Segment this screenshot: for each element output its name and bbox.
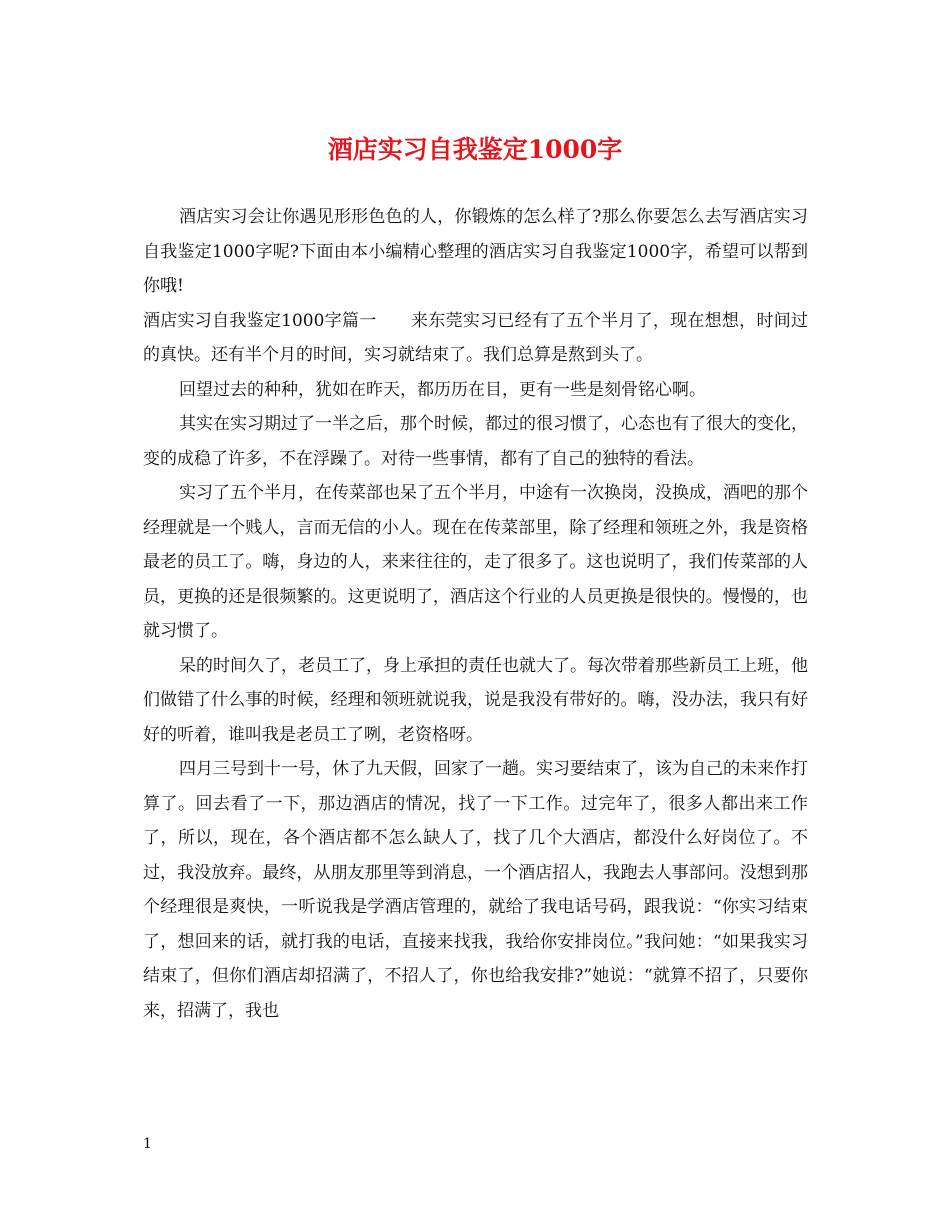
paragraph: 酒店实习会让你遇见形形色色的人，你锻炼的怎么样了?那么你要怎么去写酒店实习自我鉴定1000字呢?下面由本小编精心整理的酒店实习自我鉴定1000字，希望可以帮到你哦! — [143, 207, 808, 296]
document-title: 酒店实习自我鉴定1000字 — [327, 135, 623, 164]
paragraph: 其实在实习期过了一半之后，那个时候，都过的很习惯了，心态也有了很大的变化，变的成稳了许多，不在浮躁了。对待一些事情，都有了自己的独特的看法。 — [143, 414, 808, 469]
paragraph: 呆的时间久了，老员工了，身上承担的责任也就大了。每次带着那些新员工上班，他们做错了什么事的时候，经理和领班就说我，说是我没有带好的。嗨，没办法，我只有好好的听着，谁叫我是老员工了咧，老资格呀。 — [143, 655, 808, 745]
paragraph: 实习了五个半月，在传菜部也呆了五个半月，中途有一次换岗，没换成，酒吧的那个经理就是一个贱人，言而无信的小人。现在在传菜部里，除了经理和领班之外，我是资格最老的员工了。嗨，身边的人，来来往往的，走了很多了。这也说明了，我们传菜部的人员，更换的还是很频繁的。这更说明了，酒店这个行业的人员更换是很快的。慢慢的，也就习惯了。 — [143, 483, 808, 641]
paragraph: 回望过去的种种，犹如在昨天，都历历在目，更有一些是刻骨铭心啊。 — [179, 379, 706, 400]
paragraph: 四月三号到十一号，休了九天假，回家了一趟。实习要结束了，该为自己的未来作打算了。回去看了一下，那边酒店的情况，找了一下工作。过完年了，很多人都出来工作了，所以，现在，各个酒店都不怎么缺人了，找了几个大酒店，都没什么好岗位了。不过，我没放弃。最终，从朋友那里等到消息，一个酒店招人，我跑去人事部问。没想到那个经理很是爽快，一听说我是学酒店管理的，就给了我电话号码，跟我说：“你实习结束了，想回来的话，就打我的电话，直接来找我，我给你安排岗位。”我问她：“如果我实习结束了，但你们酒店却招满了，不招人了，你也给我安排?”她说：“就算不招了，只要你来，招满了，我也 — [143, 759, 808, 1021]
paragraph: 酒店实习自我鉴定1000字篇一 来东莞实习已经有了五个半月了，现在想想，时间过的真快。还有半个月的时间，实习就结束了。我们总算是熬到头了。 — [143, 310, 808, 365]
document-body — [143, 200, 808, 1028]
page-number: 1 — [143, 1136, 152, 1152]
